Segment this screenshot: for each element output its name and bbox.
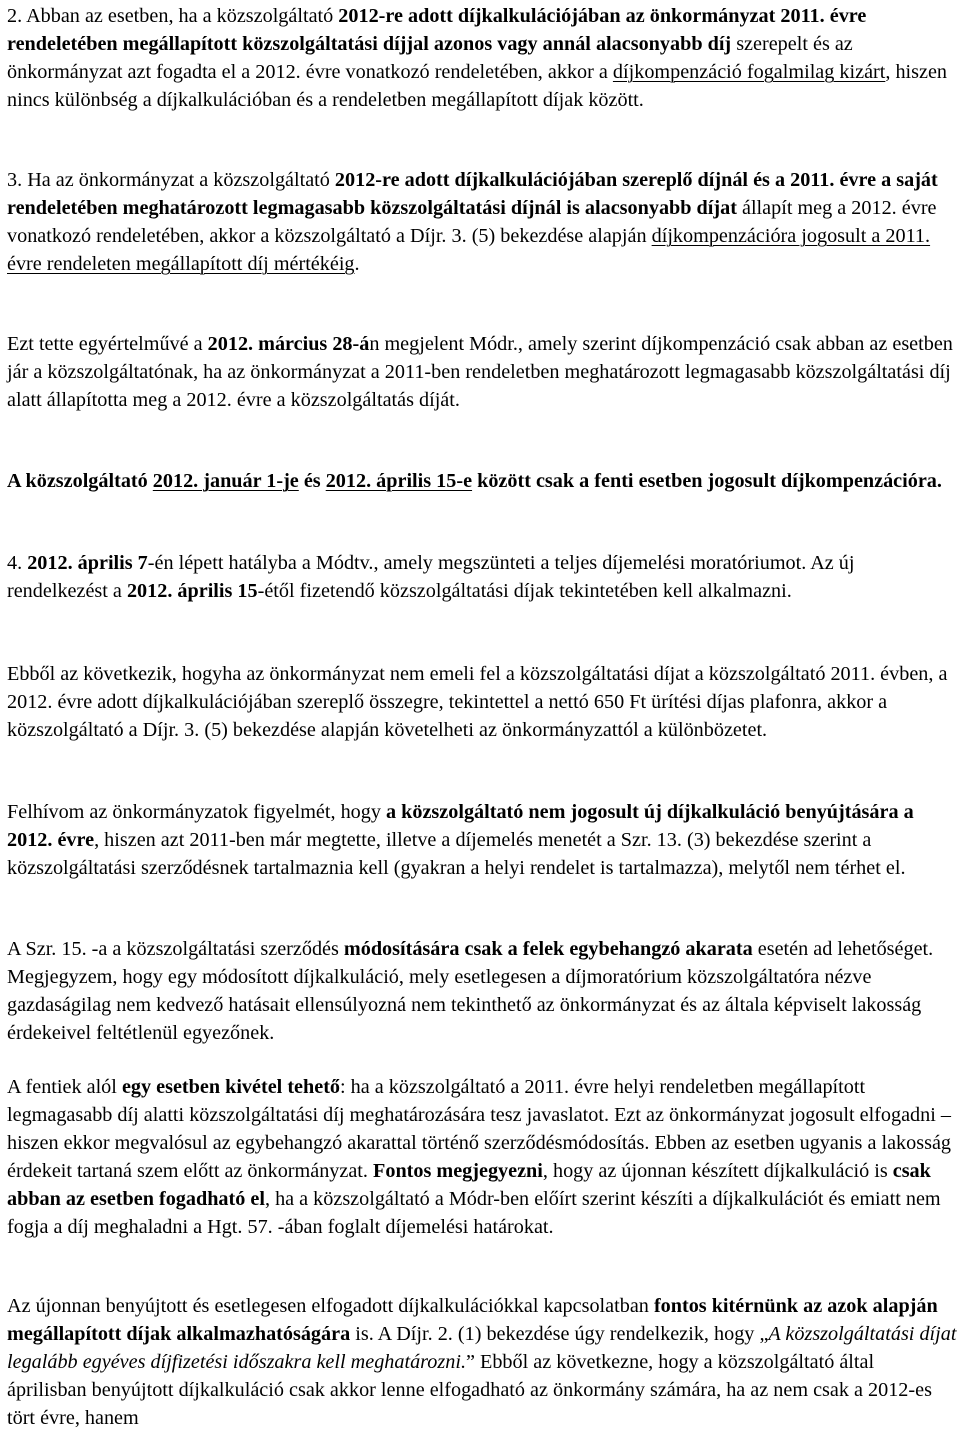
text-run: díjkompenzáció fogalmilag kizárt xyxy=(612,61,886,83)
text-run: . xyxy=(354,253,360,275)
paragraph-consequence xyxy=(7,660,957,744)
text-run: : ha a közszolgáltató a 2011. évre helyi rendeletben megállapított legmagasabb díj alatti közszolgáltatási díj meghatározására tesz javaslatot. Ezt az önkormányzat jogosult elfogadni – hiszen ekkor megvalósul az egybehangzó akarattal történő szerződésmódosítás. Ebben az esetben ugyanis a lakosság érdekeit tartaná szem előtt az önkormányzat. xyxy=(7,1076,951,1182)
paragraph-applicability xyxy=(7,1292,957,1432)
text-run: Az újonnan benyújtott és esetlegesen elfogadott díjkalkulációkkal kapcsolatban xyxy=(7,1295,654,1317)
paragraph-point-4 xyxy=(7,549,957,605)
paragraph-attention xyxy=(7,798,957,882)
text-run: 2012. április 15 xyxy=(126,580,258,602)
text-run: között csak a fenti esetben jogosult díjkompenzációra. xyxy=(472,470,942,492)
text-run: módosítására csak a felek egybehangzó akarata xyxy=(343,938,753,960)
paragraph-point-3 xyxy=(7,166,957,278)
text-run: , ha a közszolgáltató a Módr-ben előírt szerint készíti a díjkalkulációt és emiatt nem fogja a díj meghaladni a Hgt. 57. -ában foglalt díjemelési határokat. xyxy=(7,1188,941,1238)
text-run: Fontos megjegyezni xyxy=(373,1160,543,1182)
text-run: , hiszen azt 2011-ben már megtette, illetve a díjemelés menetét a Szr. 13. (3) bekezdése szerint a közszolgáltatási szerződésnek tartalmaznia kell (gyakran a helyi rendelet is tartalmazza), melytől nem térhet el. xyxy=(7,829,906,879)
text-run: 2012. április 7 xyxy=(27,552,148,574)
text-run: állapít meg a 2012. évre vonatkozó rendeletében, akkor a közszolgáltató a Díjr. 3. (5) bekezdése alapján xyxy=(7,197,937,247)
paragraph-point-2 xyxy=(7,2,957,114)
text-run: 4. xyxy=(7,552,28,574)
text-run: 2012-re adott díjkalkulációjában szereplő díjnál és a 2011. évre a saját rendeletében meghatározott legmagasabb közszolgáltatási díjnál is alacsonyabb díjat xyxy=(7,169,938,219)
text-run: 2012-re adott díjkalkulációjában az önkormányzat 2011. évre rendeletében megállapított közszolgáltatási díjjal azonos vagy annál alacsonyabb díj xyxy=(7,5,867,55)
text-run: 2012. április 15-e xyxy=(325,470,473,492)
text-run: -étől fizetendő közszolgáltatási díjak tekintetében kell alkalmazni. xyxy=(257,580,792,602)
text-run: Ebből az következik, hogyha az önkormányzat nem emeli fel a közszolgáltatási díjat a közszolgáltató 2011. évben, a 2012. évre adott díjkalkulációjában szereplő összegre, tekintettel a nettó 650 Ft ürítési díjas plafonra, akkor a közszolgáltató a Díjr. 3. (5) bekezdése alapján követelheti az önkormányzattól a különbözetet. xyxy=(7,663,948,741)
text-run: A Szr. 15. -a a közszolgáltatási szerződés xyxy=(7,938,344,960)
text-run: csak abban az esetben fogadható el xyxy=(7,1160,931,1210)
text-run: n megjelent Módr., amely szerint díjkompenzáció csak abban az esetben jár a közszolgáltatónak, ha az önkormányzat a 2011-ben rendeletben meghatározott legmagasabb közszolgáltatási díj alatt állapította meg a 2012. évre a közszolgáltatás díját. xyxy=(7,333,953,411)
paragraph-szr-15 xyxy=(7,935,957,1047)
text-run: , hogy az újonnan készített díjkalkuláció is xyxy=(542,1160,893,1182)
paragraph-exception xyxy=(7,1073,957,1241)
text-run: szerepelt és az önkormányzat azt fogadta el a 2012. évre vonatkozó rendeletében, akkor a xyxy=(7,33,853,83)
text-run: , hiszen nincs különbség a díjkalkulációban és a rendeletben megállapított díjak között. xyxy=(7,61,948,111)
text-run: Felhívom az önkormányzatok figyelmét, hogy xyxy=(7,801,386,823)
text-run: egy esetben kivétel tehető xyxy=(121,1076,341,1098)
text-run: 2012. január 1-je xyxy=(152,470,299,492)
paragraph-modr-clarification xyxy=(7,330,957,414)
text-run: is. A Díjr. 2. (1) bekezdése úgy rendelkezik, hogy „ xyxy=(350,1323,769,1345)
text-run: 3. Ha az önkormányzat a közszolgáltató xyxy=(7,169,335,191)
text-run: a közszolgáltató nem jogosult új díjkalkuláció benyújtására a 2012. évre xyxy=(7,801,914,851)
text-run: 2. Abban az esetben, ha a közszolgáltató xyxy=(7,5,339,27)
text-run: és xyxy=(298,470,326,492)
text-run: -én lépett hatályba a Módtv., amely megszünteti a teljes díjemelési moratóriumot. Az új rendelkezést a xyxy=(7,552,855,602)
text-run: A közszolgáltató xyxy=(7,470,153,492)
text-run: díjkompenzációra jogosult a 2011. évre rendeleten megállapított díj mértékéig xyxy=(7,225,931,275)
text-run: ” Ebből az következne, hogy a közszolgáltató által áprilisban benyújtott díjkalkuláció csak akkor lenne elfogadható az önkormány számára, ha az nem csak a 2012-es tört évre, hanem xyxy=(7,1351,932,1429)
text-run: 2012. március 28-á xyxy=(207,333,370,355)
paragraph-period-entitlement xyxy=(7,467,957,495)
text-run: Ezt tette egyértelművé a xyxy=(7,333,208,355)
text-run: esetén ad lehetőséget. Megjegyzem, hogy egy módosított díjkalkuláció, mely esetlegesen a díjmoratórium közszolgáltatóra nézve gazdaságilag nem kedvező hatásait ellensúlyozná nem tekinthető az önkormányzat és az általa képviselt lakosság érdekeivel feltétlenül egyezőnek. xyxy=(7,938,934,1044)
text-run: A közszolgáltatási díjat legalább egyéves díjfizetési időszakra kell meghatározni. xyxy=(7,1323,957,1373)
text-run: fontos kitérnünk az azok alapján megállapított díjak alkalmazhatóságára xyxy=(7,1295,938,1345)
text-run: A fentiek alól xyxy=(7,1076,122,1098)
